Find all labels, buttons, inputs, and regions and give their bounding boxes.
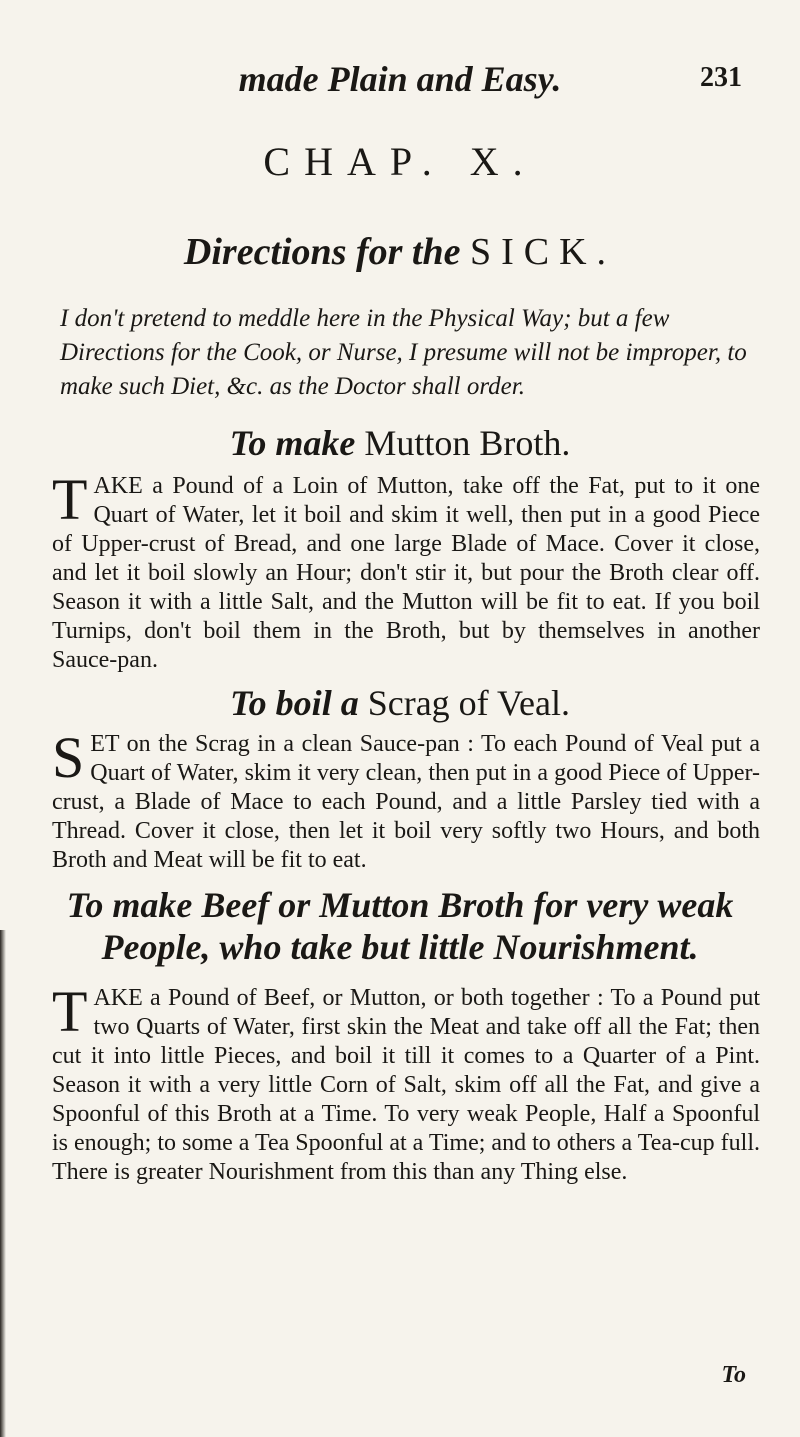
recipe-title-roman: Scrag of Veal.	[367, 683, 570, 723]
recipe-body-scrag-of-veal	[52, 725, 760, 875]
recipe-title-line-1: To make Beef or Mutton Broth for very weak	[66, 885, 734, 925]
page-gutter-shadow	[0, 930, 6, 1437]
running-head	[0, 58, 800, 98]
chapter-subtitle-caps: SICK.	[469, 231, 617, 273]
dropcap: S	[52, 725, 85, 790]
recipe-title-italic: To make	[229, 423, 356, 463]
page-number: 231	[700, 62, 742, 93]
chapter-subtitle	[0, 230, 800, 274]
recipe-text: AKE a Pound of a Loin of Mutton, take off the Fat, put to it one Quart of Water, let it boil and skim it well, then put in a good Piece of Upper-crust of Bread, and one large Blade of Mace. Cover it close, and let it boil slowly an Hour; don't stir it, but pour the Broth clear off. Season it with a little Salt, and the Mutton will be fit to eat. If you boil Turnips, don't boil them in the Broth, but by themselves in another Sauce-pan.	[52, 473, 760, 673]
catchword: To	[721, 1362, 746, 1388]
recipe-text: ET on the Scrag in a clean Sauce-pan : To each Pound of Veal put a Quart of Water, skim it very clean, then put in a good Piece of Upper-crust, a Blade of Mace to each Pound, and a little Parsley tied with a Thread. Cover it close, then let it boil very softly two Hours, and both Broth and Meat will be fit to eat.	[52, 731, 760, 873]
recipe-title-scrag-of-veal	[0, 682, 800, 724]
dropcap: T	[52, 979, 88, 1044]
chapter-heading: CHAP. X.	[263, 139, 537, 184]
recipe-title-line-2: People, who take but little Nourishment.	[101, 927, 699, 967]
recipe-body-weak-people-broth	[52, 979, 760, 1187]
running-title: made Plain and Easy.	[238, 59, 562, 99]
dropcap: T	[52, 467, 88, 532]
recipe-title-roman: Mutton Broth.	[364, 423, 571, 463]
recipe-body-mutton-broth	[52, 467, 760, 675]
recipe-text: AKE a Pound of Beef, or Mutton, or both together : To a Pound put two Quarts of Water, first skin the Meat and take off all the Fat; then cut it into little Pieces, and boil it till it comes to a Quarter of a Pint. Season it with a very little Corn of Salt, skim off all the Fat, and give a Spoonful of this Broth at a Time. To very weak People, Half a Spoonful is enough; to some a Tea Spoonful at a Time; and to others a Tea-cup full. There is greater Nourishment from this than any Thing else.	[52, 985, 760, 1185]
recipe-title-mutton-broth	[0, 422, 800, 464]
chapter-subtitle-italic: Directions for the	[183, 231, 461, 273]
intro-paragraph: I don't pretend to meddle here in the Physical Way; but a few Directions for the Cook, or Nurse, I presume will not be improper, to make such Diet, &c. as the Doctor shall order.	[60, 305, 747, 400]
recipe-title-italic: To boil a	[230, 683, 359, 723]
recipe-title-weak-people-broth	[0, 884, 800, 968]
